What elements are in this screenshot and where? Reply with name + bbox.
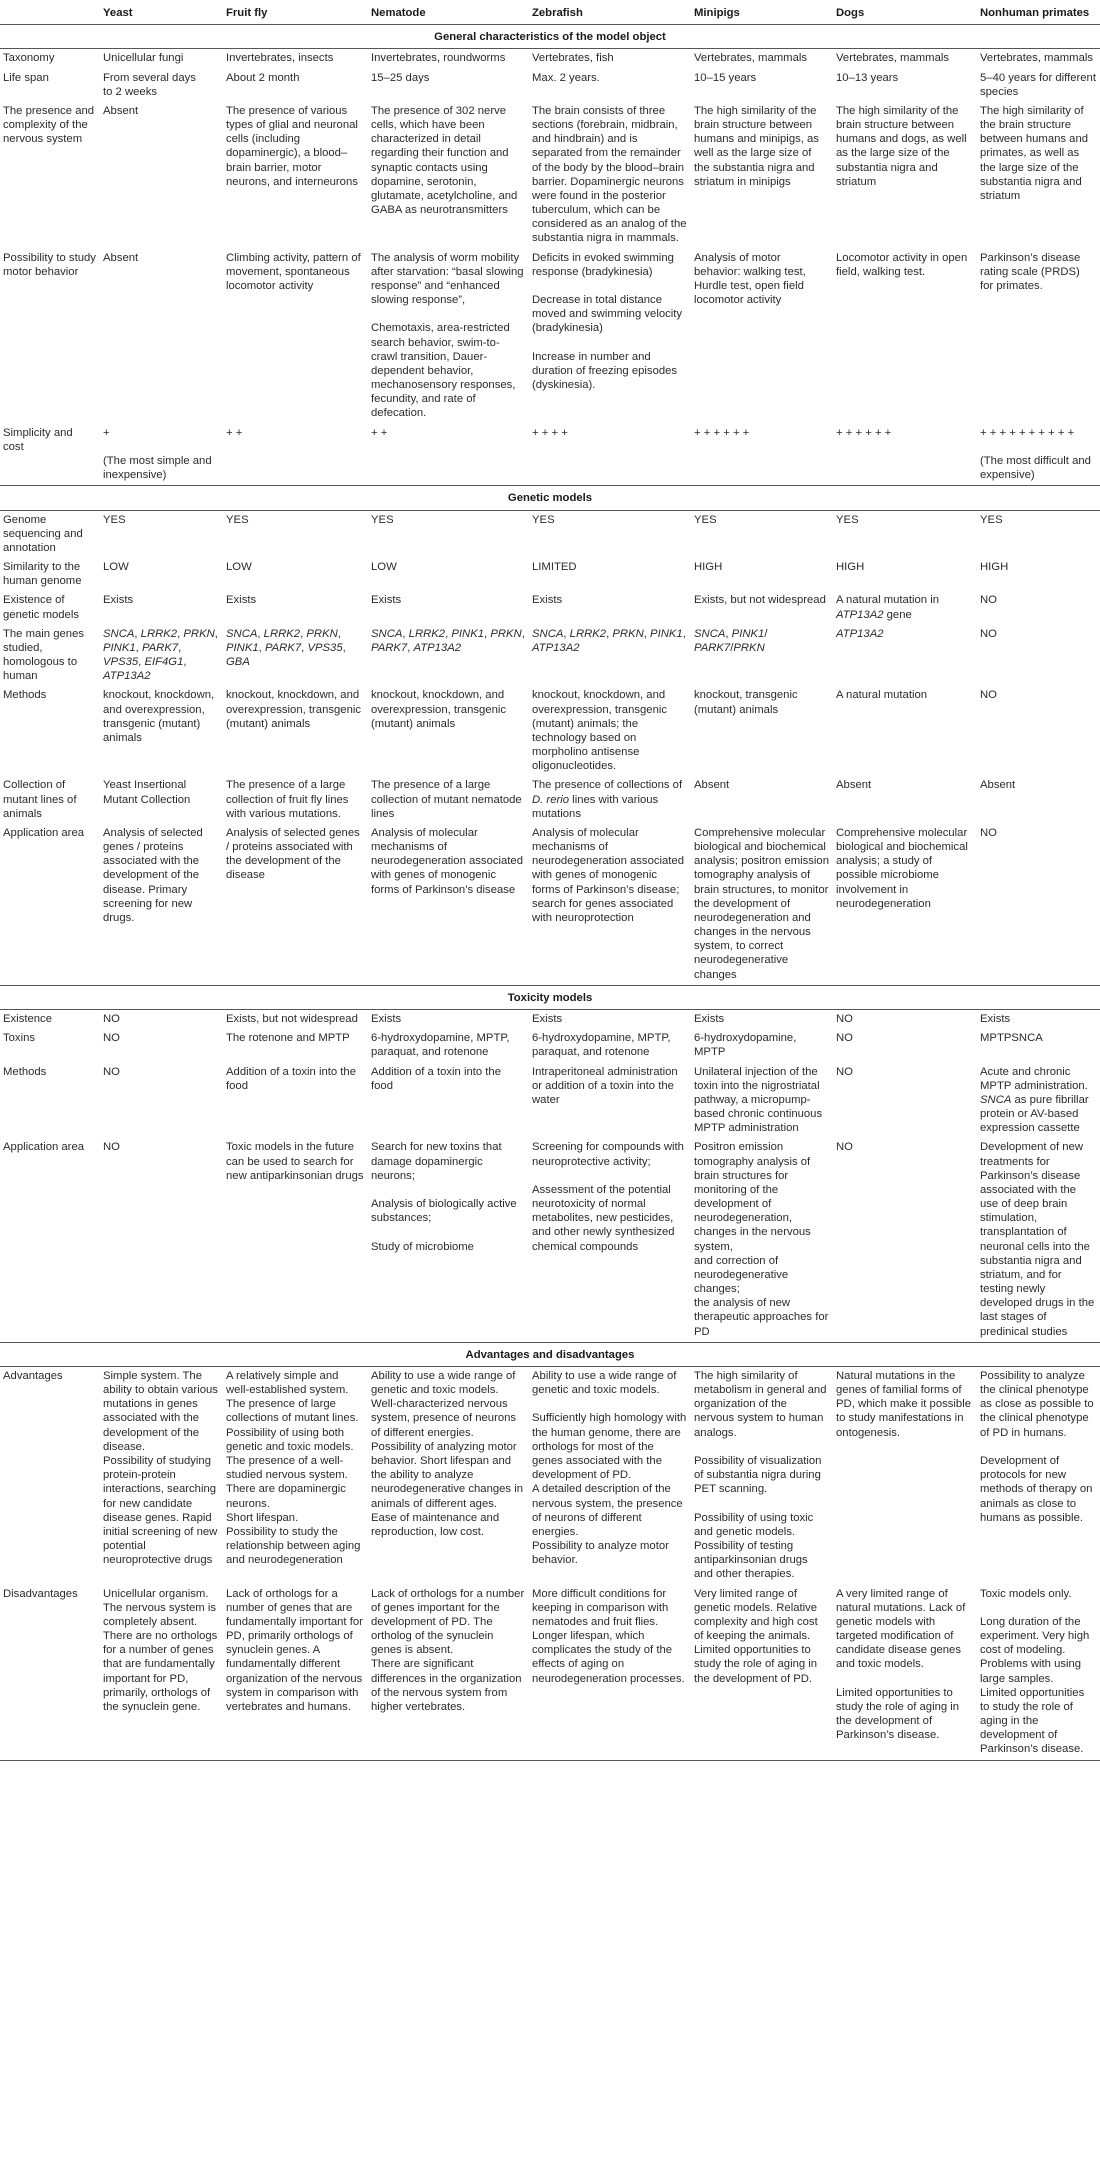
row-label: Application area [3, 826, 85, 839]
table-cell: Climbing activity, pattern of movement, spontaneous locomotor activity [226, 251, 361, 292]
table-cell: knockout, transgenic (mutant) animals [694, 689, 798, 716]
table-cell: YES [371, 513, 394, 526]
table-row [0, 1585, 1100, 1761]
table-cell: HIGH [980, 561, 1009, 574]
table-cell: Screening for compounds with neuroprotective activity; Assessment of the potential neurotoxicity of normal metabolites, new pesticides, and other newly synthesized chemical compounds [532, 1141, 684, 1253]
table-cell: Ability to use a wide range of genetic and toxic models. Well-characterized nervous system, presence of neurons of different energies. Possibility of analyzing motor behavior. Short lifespan and the ability to analyze neurodegenerative changes in animals of different ages. Ease of maintenance and reproduction, low cost. [371, 1369, 523, 1538]
row-label: Life span [3, 71, 49, 84]
table-cell: Max. 2 years. [532, 71, 600, 84]
row-label: Existence of genetic models [3, 594, 79, 621]
table-cell: Toxic models only. Long duration of the experiment. Very high cost of modeling. Problems with using large samples. Limited opportunities to study the role of aging in the development of Parkinson’s disease. [977, 1585, 1100, 1761]
table-cell: Unilateral injection of the toxin into the nigrostriatal pathway, a micropump-based chronic continuous MPTP administration [694, 1065, 823, 1135]
table-cell: SNCA, LRRK2, PINK1, PRKN, PARK7, ATP13A2 [371, 627, 525, 654]
table-cell: Unicellular fungi [103, 52, 184, 65]
header-zebrafish: Zebrafish [529, 0, 691, 25]
header-yeast: Yeast [100, 0, 223, 25]
table-cell: LOW [371, 561, 397, 574]
row-label: Collection of mutant lines of animals [3, 779, 77, 820]
table-cell: Comprehensive molecular biological and biochemical analysis; positron emission tomography analysis of brain structures, to monitor the development of neurodegeneration and changes in the nervous system, to correct neurodegenerative changes [694, 826, 829, 981]
row-label: Possibility to study motor behavior [3, 251, 96, 278]
table-cell: LOW [103, 561, 129, 574]
table-cell: LOW [226, 561, 252, 574]
table-cell: The high similarity of the brain structure between humans and primates, as well as the large size of the substantia nigra and striatum [980, 104, 1089, 202]
table-cell: A relatively simple and well-established system. The presence of large collections of mutant lines. Possibility of using both genetic and toxic models. The presence of a well-studied nervous system. There are dopaminergic neurons. Short lifespan. Possibility to study the relationship between aging and neurodegeneration [226, 1369, 361, 1567]
table-cell: Analysis of motor behavior: walking test, Hurdle test, open field locomotor activity [694, 251, 806, 307]
table-cell: The presence of a large collection of mutant nematode lines [371, 779, 522, 820]
table-cell: knockout, knockdown, and overexpression, transgenic (mutant) animals [103, 689, 215, 744]
table-cell: Toxic models in the future can be used to search for new antiparkinsonian drugs [226, 1141, 364, 1182]
section-title: Toxicity models [0, 985, 1100, 1009]
row-label: Genome sequencing and annotation [3, 513, 83, 554]
table-cell: NO [836, 1141, 853, 1154]
table-cell: Analysis of selected genes / proteins associated with the development of the disease. Primary screening for new drugs. [103, 826, 203, 924]
table-cell: Absent [836, 779, 872, 792]
table-cell: Exists [103, 594, 134, 607]
table-cell: knockout, knockdown, and overexpression, transgenic (mutant) animals; the technology based on morpholino antisense oligonucleotides. [532, 689, 668, 773]
table-cell: Exists [371, 594, 402, 607]
table-cell: Exists, but not widespread [694, 594, 826, 607]
table-cell: A natural mutation in ATP13A2 gene [836, 594, 939, 621]
section-header-row [0, 25, 1100, 49]
table-cell: Addition of a toxin into the food [371, 1065, 502, 1092]
table-cell: A natural mutation [836, 689, 928, 702]
table-cell: Exists [694, 1013, 725, 1025]
table-cell: Absent [980, 779, 1016, 792]
table-cell: MPTPSNCA [980, 1032, 1043, 1045]
table-cell: + + + + + + [836, 426, 892, 439]
table-cell: Absent [103, 104, 139, 117]
header-nonhuman-primates: Nonhuman primates [977, 0, 1100, 25]
table-row [0, 510, 1100, 558]
table-cell: YES [226, 513, 249, 526]
table-cell: Invertebrates, roundworms [371, 52, 506, 65]
table-cell: NO [836, 1013, 853, 1025]
table-cell: Invertebrates, insects [226, 52, 334, 65]
section-header-row [0, 486, 1100, 510]
table-row [0, 1029, 1100, 1062]
row-label: Simplicity and cost [3, 426, 73, 453]
table-cell: YES [532, 513, 555, 526]
table-cell: HIGH [694, 561, 723, 574]
table-cell: Exists [371, 1013, 402, 1025]
table-cell: Exists [532, 1013, 563, 1025]
table-cell: NO [836, 1065, 853, 1078]
table-cell: + + [371, 426, 388, 439]
table-cell: + (The most simple and inexpensive) [103, 426, 212, 482]
table-cell: Exists [980, 1013, 1011, 1025]
row-label: Similarity to the human genome [3, 561, 82, 588]
header-dogs: Dogs [833, 0, 977, 25]
header-blank [0, 0, 100, 25]
table-cell: The presence of various types of glial and neuronal cells (including dopaminergic), a blood–brain barrier, motor neurons, and interneurons [226, 104, 358, 188]
table-cell: Vertebrates, fish [532, 52, 614, 65]
table-cell: Exists [532, 594, 563, 607]
table-cell: The presence of 302 nerve cells, which have been characterized in detail regarding their function and synaptic contacts using dopamine, serotonin, glutamate, acetylcholine, and GABA as neurotransmitters [371, 104, 518, 217]
table-cell: Analysis of molecular mechanisms of neurodegeneration associated with genes of monogenic forms of Parkinson’s disease; search for genes associated with neuroprotection [532, 826, 684, 924]
table-cell: Natural mutations in the genes of familial forms of PD, which make it possible to study manifestations in ontogenesis. [836, 1369, 971, 1439]
table-row [0, 249, 1100, 424]
table-cell: 5–40 years for different species [980, 71, 1096, 98]
table-cell: + + + + [532, 426, 568, 439]
table-cell: Vertebrates, mammals [836, 52, 950, 65]
header-minipigs: Minipigs [691, 0, 833, 25]
table-cell: NO [980, 594, 997, 607]
table-cell: Locomotor activity in open field, walking test. [836, 251, 968, 278]
row-label: Disadvantages [0, 1585, 100, 1761]
table-cell: The presence of a large collection of fruit fly lines with various mutations. [226, 779, 349, 820]
section-title: General characteristics of the model object [0, 25, 1100, 49]
table-cell: Vertebrates, mammals [694, 52, 808, 65]
table-cell: Addition of a toxin into the food [226, 1065, 357, 1092]
table-cell: + + [226, 426, 243, 439]
table-cell: Search for new toxins that damage dopaminergic neurons; Analysis of biologically active substances; Study of microbiome [371, 1141, 517, 1253]
table-cell: LIMITED [532, 561, 577, 574]
row-label: Taxonomy [3, 52, 55, 65]
table-cell: SNCA, LRRK2, PRKN, PINK1, PARK7, VPS35, EIF4G1, ATP13A2 [103, 627, 218, 683]
table-cell: SNCA, PINK1/ PARK7/PRKN [694, 627, 768, 654]
table-cell: Ability to use a wide range of genetic and toxic models. Sufficiently high homology with the human genome, there are orthologs for most of the genes associated with the development of PD. A detailed description of the nervous system, the presence of neurons of different energies. Possibility to analyze motor behavior. [532, 1369, 687, 1567]
header-row [0, 0, 1100, 25]
table-cell: + + + + + + + + + + (The most difficult and expensive) [980, 426, 1091, 482]
table-row [0, 1366, 1100, 1584]
section-header-row [0, 985, 1100, 1009]
table-cell: Simple system. The ability to obtain various mutations in genes associated with the development of the disease. Possibility of studying protein-protein interactions, searching for new candidate disease genes. Rapid initial screening of new potential neuroprotective drugs [103, 1369, 218, 1567]
table-cell: ATP13A2 [836, 627, 884, 640]
table-row [0, 625, 1100, 687]
table-cell: Positron emission tomography analysis of brain structures for monitoring of the development of neurodegeneration, changes in the nervous system, and correction of neurodegenerative changes; the analysis of new therapeutic approaches for PD [694, 1141, 829, 1338]
section-header-row [0, 1342, 1100, 1366]
table-row [0, 1138, 1100, 1342]
table-cell: Deficits in evoked swimming response (bradykinesia) Decrease in total distance moved and swimming velocity (bradykinesia) Increase in number and duration of freezing episodes (dyskinesia). [532, 251, 683, 392]
table-row [0, 102, 1100, 249]
section-title: Advantages and disadvantages [0, 1342, 1100, 1366]
table-cell: Acute and chronic MPTP administration. SNCA as pure fibrillar protein or AV-based expression cassette [980, 1065, 1089, 1135]
row-label: Application area [3, 1141, 85, 1154]
table-cell: NO [836, 1032, 853, 1045]
table-cell: Unicellular organism. The nervous system is completely absent. There are no orthologs for a number of genes that are fundamentally important for PD, primarily, orthologs of the synuclein gene. [100, 1585, 223, 1761]
row-label: Advantages [3, 1369, 63, 1382]
row-label: Existence [3, 1013, 52, 1025]
header-fruit-fly: Fruit fly [223, 0, 368, 25]
header-nematode: Nematode [368, 0, 529, 25]
table-cell: A very limited range of natural mutations. Lack of genetic models with targeted modification of candidate disease genes and toxic models. Limited opportunities to study the role of aging in the development of Parkinson’s disease. [833, 1585, 977, 1761]
table-cell: From several days to 2 weeks [103, 71, 196, 98]
table-row [0, 776, 1100, 824]
table-cell: knockout, knockdown, and overexpression, transgenic (mutant) animals [371, 689, 507, 730]
table-cell: The high similarity of the brain structure between humans and minipigs, as well as the large size of the substantia nigra and striatum in minipigs [694, 104, 819, 188]
row-label: Methods [3, 689, 47, 702]
row-label: Toxins [3, 1032, 36, 1045]
table-row [0, 424, 1100, 486]
table-cell: Lack of orthologs for a number of genes important for the development of PD. The ortholog of the synuclein genes is absent. There are significant differences in the organization of the nervous system from higher vertebrates. [368, 1585, 529, 1761]
table-cell: NO [103, 1013, 120, 1025]
table-cell: Exists, but not widespread [226, 1013, 358, 1025]
table-cell: knockout, knockdown, and overexpression, transgenic (mutant) animals [226, 689, 362, 730]
table-cell: More difficult conditions for keeping in comparison with nematodes and fruit flies. Longer lifespan, which complicates the study of the effects of aging on neurodegeneration processes. [529, 1585, 691, 1761]
table-cell: The rotenone and MPTP [226, 1032, 350, 1045]
table-cell: 15–25 days [371, 71, 430, 84]
table-cell: 10–13 years [836, 71, 899, 84]
table-cell: Exists [226, 594, 257, 607]
table-cell: Yeast Insertional Mutant Collection [103, 779, 191, 806]
table-row [0, 1010, 1100, 1030]
table-cell: Absent [103, 251, 139, 264]
section-title: Genetic models [0, 486, 1100, 510]
table-cell: Development of new treatments for Parkinson’s disease associated with the use of deep brain stimulation, transplantation of neuronal cells into the substantia nigra and striatum, and for testing newly developed drugs in the last stages of predinical studies [980, 1141, 1095, 1338]
table-cell: NO [103, 1065, 120, 1078]
row-label: The main genes studied, homologous to human [3, 627, 85, 683]
table-cell: Absent [694, 779, 730, 792]
table-cell: 6-hydroxydopamine, MPTP [694, 1032, 797, 1059]
table-row [0, 1063, 1100, 1139]
table-cell: The analysis of worm mobility after starvation: “basal slowing response” and “enhanced slowing response”, Chemotaxis, area-restricted search behavior, swim-to-crawl transition, Dauer-dependent behavior, mechanosensory responses, fecundity, and rate of defecation. [371, 251, 524, 420]
table-row [0, 686, 1100, 776]
table-cell: Analysis of molecular mechanisms of neurodegeneration associated with genes of monogenic forms of Parkinson’s disease [371, 826, 523, 896]
table-row [0, 824, 1100, 985]
table-cell: + + + + + + [694, 426, 750, 439]
table-cell: YES [836, 513, 859, 526]
table-row [0, 69, 1100, 102]
table-cell: The high similarity of metabolism in general and organization of the nervous system to human analogs. Possibility of visualization of substantia nigra during PET scanning. Possibility of using toxic and genetic models. Possibility of testing antiparkinsonian drugs and other therapies. [694, 1369, 827, 1581]
row-label: Methods [3, 1065, 47, 1078]
table-cell: The presence of collections of D. rerio lines with various mutations [532, 779, 683, 820]
table-cell: YES [980, 513, 1003, 526]
table-cell: NO [103, 1032, 120, 1045]
table-cell: Comprehensive molecular biological and biochemical analysis; a study of possible microbiome involvement in neurodegeneration [836, 826, 968, 910]
table-cell: 10–15 years [694, 71, 757, 84]
table-cell: 6-hydroxydopamine, MPTP, paraquat, and rotenone [532, 1032, 671, 1059]
table-cell: 6-hydroxydopamine, MPTP, paraquat, and rotenone [371, 1032, 510, 1059]
table-cell: HIGH [836, 561, 865, 574]
table-cell: The high similarity of the brain structure between humans and dogs, as well as the large size of the substantia nigra and striatum [836, 104, 967, 188]
table-cell: Very limited range of genetic models. Relative complexity and high cost of keeping the animals. Limited opportunities to study the role of aging in the development of PD. [691, 1585, 833, 1761]
table-row [0, 558, 1100, 591]
table-cell: NO [103, 1141, 120, 1154]
table-cell: Possibility to analyze the clinical phenotype as close as possible to the clinical phenotype of PD in humans. Development of protocols for new methods of therapy on animals as close to humans as possible. [980, 1369, 1094, 1524]
table-cell: NO [980, 689, 997, 702]
table-cell: Parkinson’s disease rating scale (PRDS) for primates. [980, 251, 1081, 292]
table-cell: NO [980, 826, 997, 839]
table-cell: About 2 month [226, 71, 300, 84]
table-cell: SNCA, LRRK2, PRKN, PINK1, ATP13A2 [532, 627, 686, 654]
table-cell: SNCA, LRRK2, PRKN, PINK1, PARK7, VPS35, GBA [226, 627, 346, 669]
table-row [0, 49, 1100, 69]
table-cell: Intraperitoneal administration or addition of a toxin into the water [532, 1065, 678, 1106]
table-cell: The brain consists of three sections (forebrain, midbrain, and hindbrain) and is separated from the remainder of the body by the blood–brain barrier. Dopaminergic neurons were found in the posterior tuberculum, which can be considered as an analog of the substantia nigra in mammals. [532, 104, 687, 245]
table-cell: Vertebrates, mammals [980, 52, 1094, 65]
table-cell: YES [694, 513, 717, 526]
table-cell: Lack of orthologs for a number of genes that are fundamentally important for PD, primarily orthologs of synuclein genes. A fundamentally different organization of the nervous system in comparison with vertebrates and humans. [223, 1585, 368, 1761]
table-cell: YES [103, 513, 126, 526]
table-cell: NO [980, 627, 997, 640]
table-cell: Analysis of selected genes / proteins associated with the development of the disease [226, 826, 360, 882]
table-row [0, 591, 1100, 624]
row-label: The presence and complexity of the nervous system [3, 104, 95, 146]
